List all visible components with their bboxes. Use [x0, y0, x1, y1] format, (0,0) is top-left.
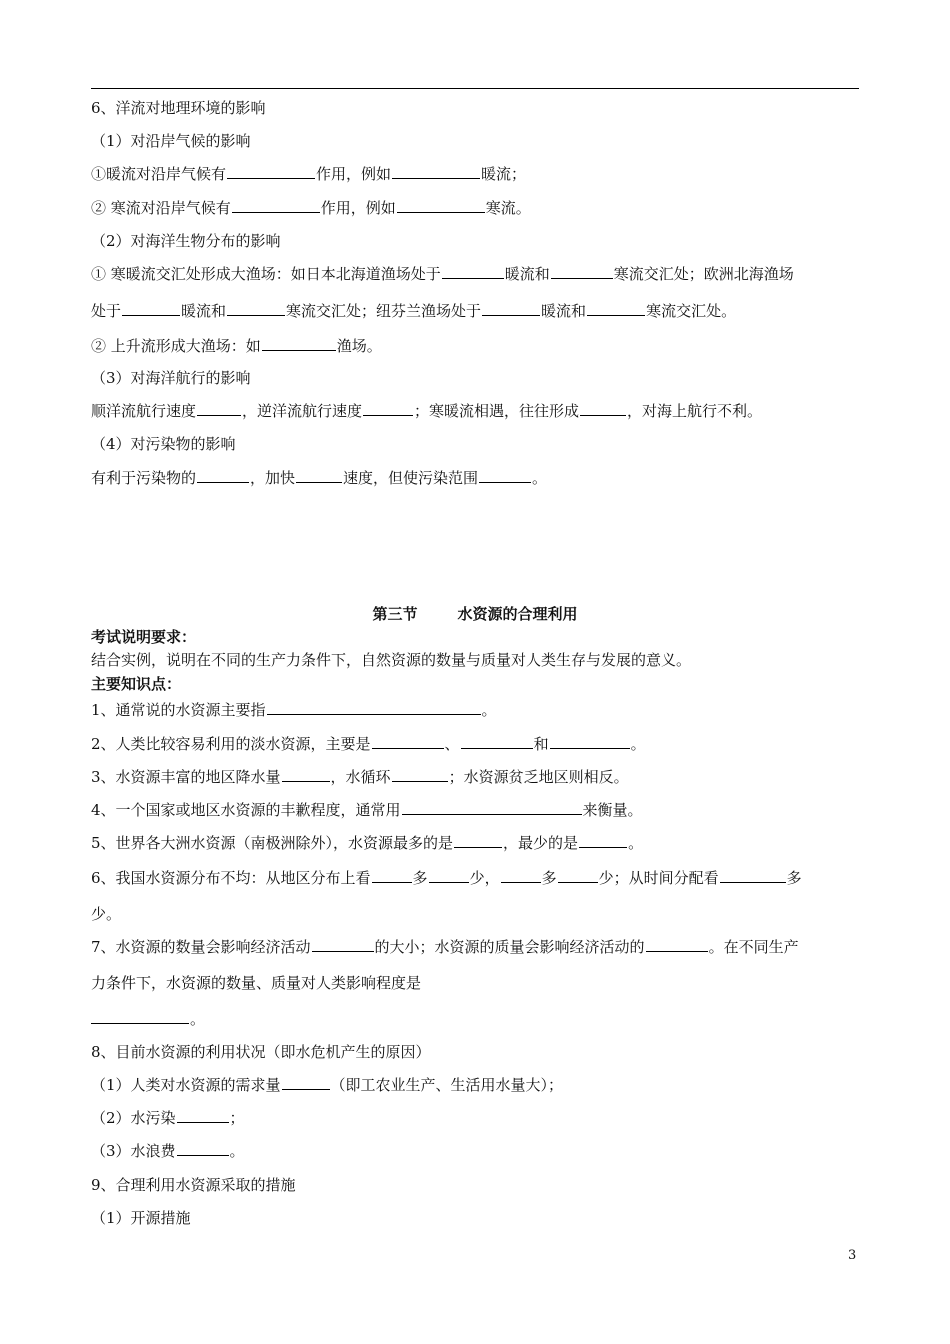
blank[interactable]: [479, 468, 531, 483]
section6-line5: ② 上升流形成大渔场：如 渔场。: [91, 337, 382, 355]
blank[interactable]: [397, 198, 485, 213]
blank[interactable]: [442, 264, 504, 279]
blank[interactable]: [501, 868, 541, 883]
blank[interactable]: [454, 833, 502, 848]
point-6: 6、我国水资源分布不均：从地区分布上看 多 少， 多 少；从时间分配看 多: [91, 869, 802, 887]
point-9: 9、合理利用水资源采取的措施: [91, 1176, 296, 1194]
blank[interactable]: [720, 868, 786, 883]
requirement-text: 结合实例，说明在不同的生产力条件下，自然资源的数量与质量对人类生存与发展的意义。: [91, 651, 692, 669]
section6-title: 6、洋流对地理环境的影响: [91, 99, 266, 117]
point-7-blank: 。: [91, 1009, 205, 1029]
point-8-1: （1）人类对水资源的需求量 （即工农业生产、生活用水量大）；: [91, 1076, 564, 1094]
point-5: 5、世界各大洲水资源（南极洲除外），水资源最多的是 ，最少的是 。: [91, 834, 644, 852]
section6-line2: ② 寒流对沿岸气候有 作用，例如 寒流。: [91, 199, 531, 217]
point-4: 4、一个国家或地区水资源的丰歉程度，通常用 来衡量。: [91, 801, 643, 819]
section6-line1: ①暖流对沿岸气候有 作用，例如 暖流；: [91, 165, 527, 183]
section3-heading: 第三节 水资源的合理利用: [372, 605, 578, 623]
section6-line3: ① 寒暖流交汇处形成大渔场：如日本北海道渔场处于 暖流和 寒流交汇处；欧洲北海渔场: [91, 265, 794, 283]
blank[interactable]: [587, 301, 645, 316]
blank[interactable]: [580, 401, 626, 416]
point-7: 7、水资源的数量会影响经济活动 的大小；水资源的质量会影响经济活动的 。在不同生产: [91, 938, 799, 956]
knowledge-title: 主要知识点：: [91, 675, 182, 693]
blank[interactable]: [579, 833, 627, 848]
section6-sub4: （4）对污染物的影响: [91, 435, 236, 453]
blank[interactable]: [296, 468, 342, 483]
blank[interactable]: [197, 468, 249, 483]
blank[interactable]: [461, 734, 533, 749]
point-2: 2、人类比较容易利用的淡水资源，主要是 、 和 。: [91, 735, 646, 753]
section6-line4: 处于 暖流和 寒流交汇处；纽芬兰渔场处于 暖流和 寒流交汇处。: [91, 302, 737, 320]
blank[interactable]: [550, 734, 630, 749]
blank[interactable]: [227, 164, 315, 179]
blank[interactable]: [282, 1075, 330, 1090]
blank[interactable]: [392, 767, 448, 782]
point-6-cont: 少。: [91, 905, 122, 923]
blank[interactable]: [91, 1009, 189, 1024]
header-rule: [91, 88, 859, 89]
blank[interactable]: [282, 767, 330, 782]
section6-line6: 顺洋流航行速度 ，逆洋流航行速度 ；寒暖流相遇，往往形成 ，对海上航行不利。: [91, 402, 763, 420]
blank[interactable]: [372, 734, 444, 749]
requirement-title: 考试说明要求：: [91, 628, 197, 646]
blank[interactable]: [312, 937, 374, 952]
blank[interactable]: [227, 301, 285, 316]
point-8: 8、目前水资源的利用状况（即水危机产生的原因）: [91, 1043, 431, 1061]
blank[interactable]: [363, 401, 413, 416]
blank[interactable]: [372, 868, 412, 883]
blank[interactable]: [267, 700, 481, 715]
point-3: 3、水资源丰富的地区降水量 ，水循环 ；水资源贫乏地区则相反。: [91, 768, 629, 786]
blank[interactable]: [482, 301, 540, 316]
section6-sub2: （2）对海洋生物分布的影响: [91, 232, 281, 250]
blank[interactable]: [392, 164, 480, 179]
blank[interactable]: [197, 401, 241, 416]
blank[interactable]: [262, 336, 336, 351]
section6-sub3: （3）对海洋航行的影响: [91, 369, 251, 387]
page-number: 3: [848, 1248, 857, 1263]
blank[interactable]: [177, 1141, 229, 1156]
blank[interactable]: [646, 937, 708, 952]
blank[interactable]: [122, 301, 180, 316]
section6-line7: 有利于污染物的 ，加快 速度，但使污染范围 。: [91, 469, 548, 487]
blank[interactable]: [558, 868, 598, 883]
blank[interactable]: [232, 198, 320, 213]
point-8-2: （2）水污染 ；: [91, 1109, 245, 1127]
point-8-3: （3）水浪费 。: [91, 1142, 245, 1160]
blank[interactable]: [429, 868, 469, 883]
blank[interactable]: [402, 800, 582, 815]
point-7-cont: 力条件下，水资源的数量、质量对人类影响程度是: [91, 974, 422, 992]
point-9-1: （1）开源措施: [91, 1209, 191, 1227]
blank[interactable]: [177, 1108, 229, 1123]
blank[interactable]: [551, 264, 613, 279]
section6-sub1: （1）对沿岸气候的影响: [91, 132, 251, 150]
point-1: 1、通常说的水资源主要指 。: [91, 701, 497, 719]
